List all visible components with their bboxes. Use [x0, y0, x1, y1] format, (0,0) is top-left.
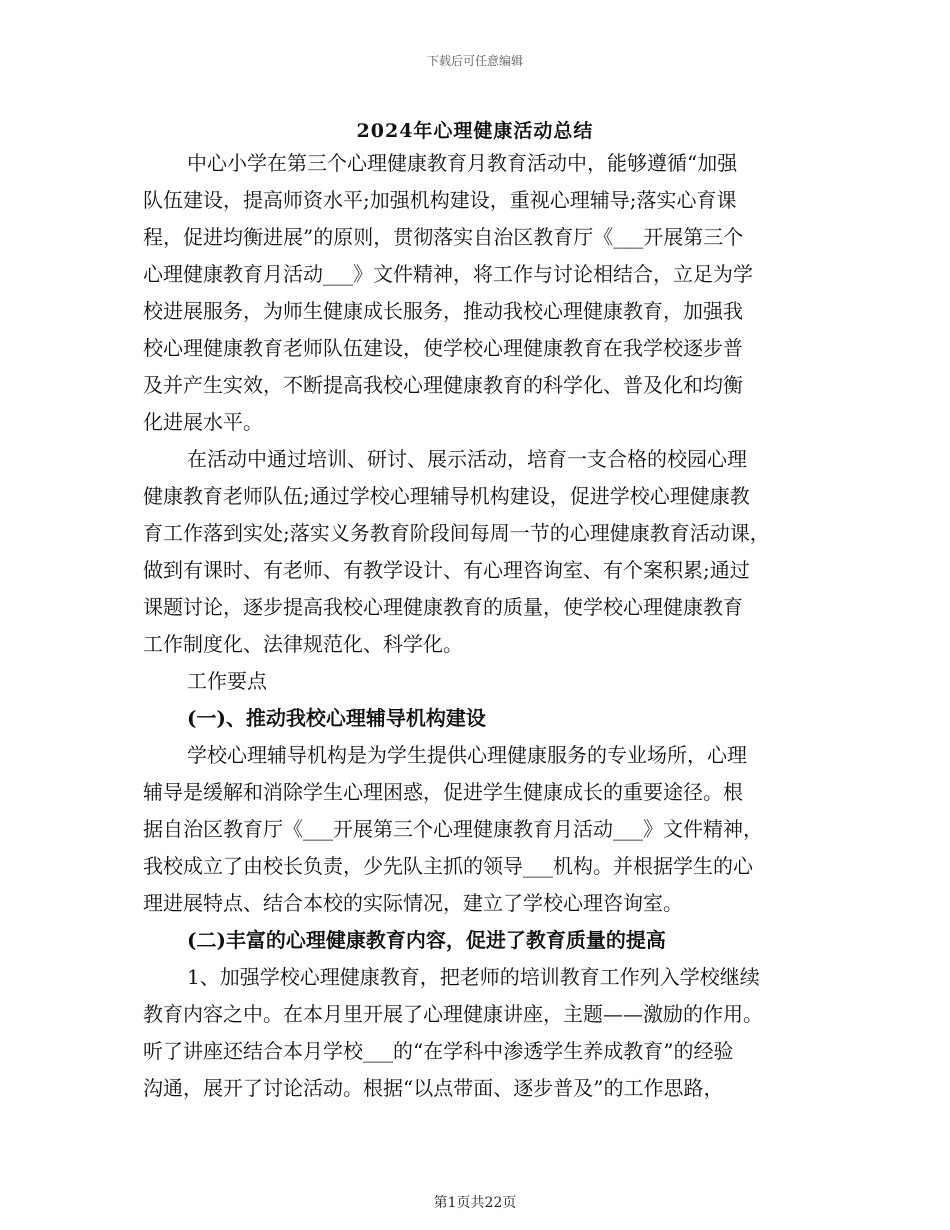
paragraph-line: 队伍建设，提高师资水平;加强机构建设，重视心理辅导;落实心育课	[143, 188, 737, 212]
paragraph-line: 校心理健康教育老师队伍建设，使学校心理健康教育在我学校逐步普	[143, 336, 743, 360]
paragraph-line: 化进展水平。	[143, 410, 263, 434]
page-footer: 第1页共22页	[433, 1195, 517, 1211]
paragraph-line: 理进展特点、结合本校的实际情况，建立了学校心理咨询室。	[143, 891, 683, 915]
paragraph-line: 做到有课时、有老师、有教学设计、有心理咨询室、有个案积累;通过	[143, 558, 750, 582]
header-note: 下载后可任意编辑	[426, 54, 523, 68]
paragraph-line: 程，促进均衡进展”的原则，贯彻落实自治区教育厅《___开展第三个	[143, 225, 744, 249]
paragraph-line: 我校成立了由校长负责，少先队主抓的领导___机构。并根据学生的心	[143, 854, 753, 878]
paragraph-line: 据自治区教育厅《___开展第三个心理健康教育月活动___》文件精神，	[143, 817, 763, 841]
paragraph-line: 学校心理辅导机构是为学生提供心理健康服务的专业场所，心理	[187, 743, 747, 767]
paragraph-line: 健康教育老师队伍;通过学校心理辅导机构建设，促进学校心理健康教	[143, 484, 750, 508]
paragraph-line: 中心小学在第三个心理健康教育月教育活动中，能够遵循“加强	[187, 151, 738, 175]
section-heading: (二)丰富的心理健康教育内容，促进了教育质量的提高	[187, 928, 666, 952]
section-heading: (一)、推动我校心理辅导机构建设	[187, 706, 486, 730]
paragraph-line: 校进展服务，为师生健康成长服务，推动我校心理健康教育，加强我	[143, 299, 743, 323]
paragraph-line: 心理健康教育月活动___》文件精神，将工作与讨论相结合，立足为学	[143, 262, 753, 286]
paragraph-line: 1、加强学校心理健康教育，把老师的培训教育工作列入学校继续	[187, 965, 760, 989]
paragraph-line: 听了讲座还结合本月学校___的“在学科中渗透学生养成教育”的经验	[143, 1039, 734, 1063]
paragraph-line: 及并产生实效，不断提高我校心理健康教育的科学化、普及化和均衡	[143, 373, 743, 397]
paragraph-line: 在活动中通过培训、研讨、展示活动，培育一支合格的校园心理	[187, 447, 747, 471]
paragraph-line: 工作制度化、法律规范化、科学化。	[143, 632, 463, 656]
section-label: 工作要点	[187, 669, 267, 693]
paragraph-line: 课题讨论，逐步提高我校心理健康教育的质量，使学校心理健康教育	[143, 595, 743, 619]
document-title: 2024年心理健康活动总结	[356, 120, 594, 142]
paragraph-line: 育工作落到实处;落实义务教育阶段间每周一节的心理健康教育活动课，	[143, 521, 770, 545]
paragraph-line: 沟通，展开了讨论活动。根据“以点带面、逐步普及”的工作思路，	[143, 1076, 724, 1100]
paragraph-line: 辅导是缓解和消除学生心理困惑，促进学生健康成长的重要途径。根	[143, 780, 743, 804]
paragraph-line: 教育内容之中。在本月里开展了心理健康讲座，主题——激励的作用。	[143, 1002, 763, 1026]
